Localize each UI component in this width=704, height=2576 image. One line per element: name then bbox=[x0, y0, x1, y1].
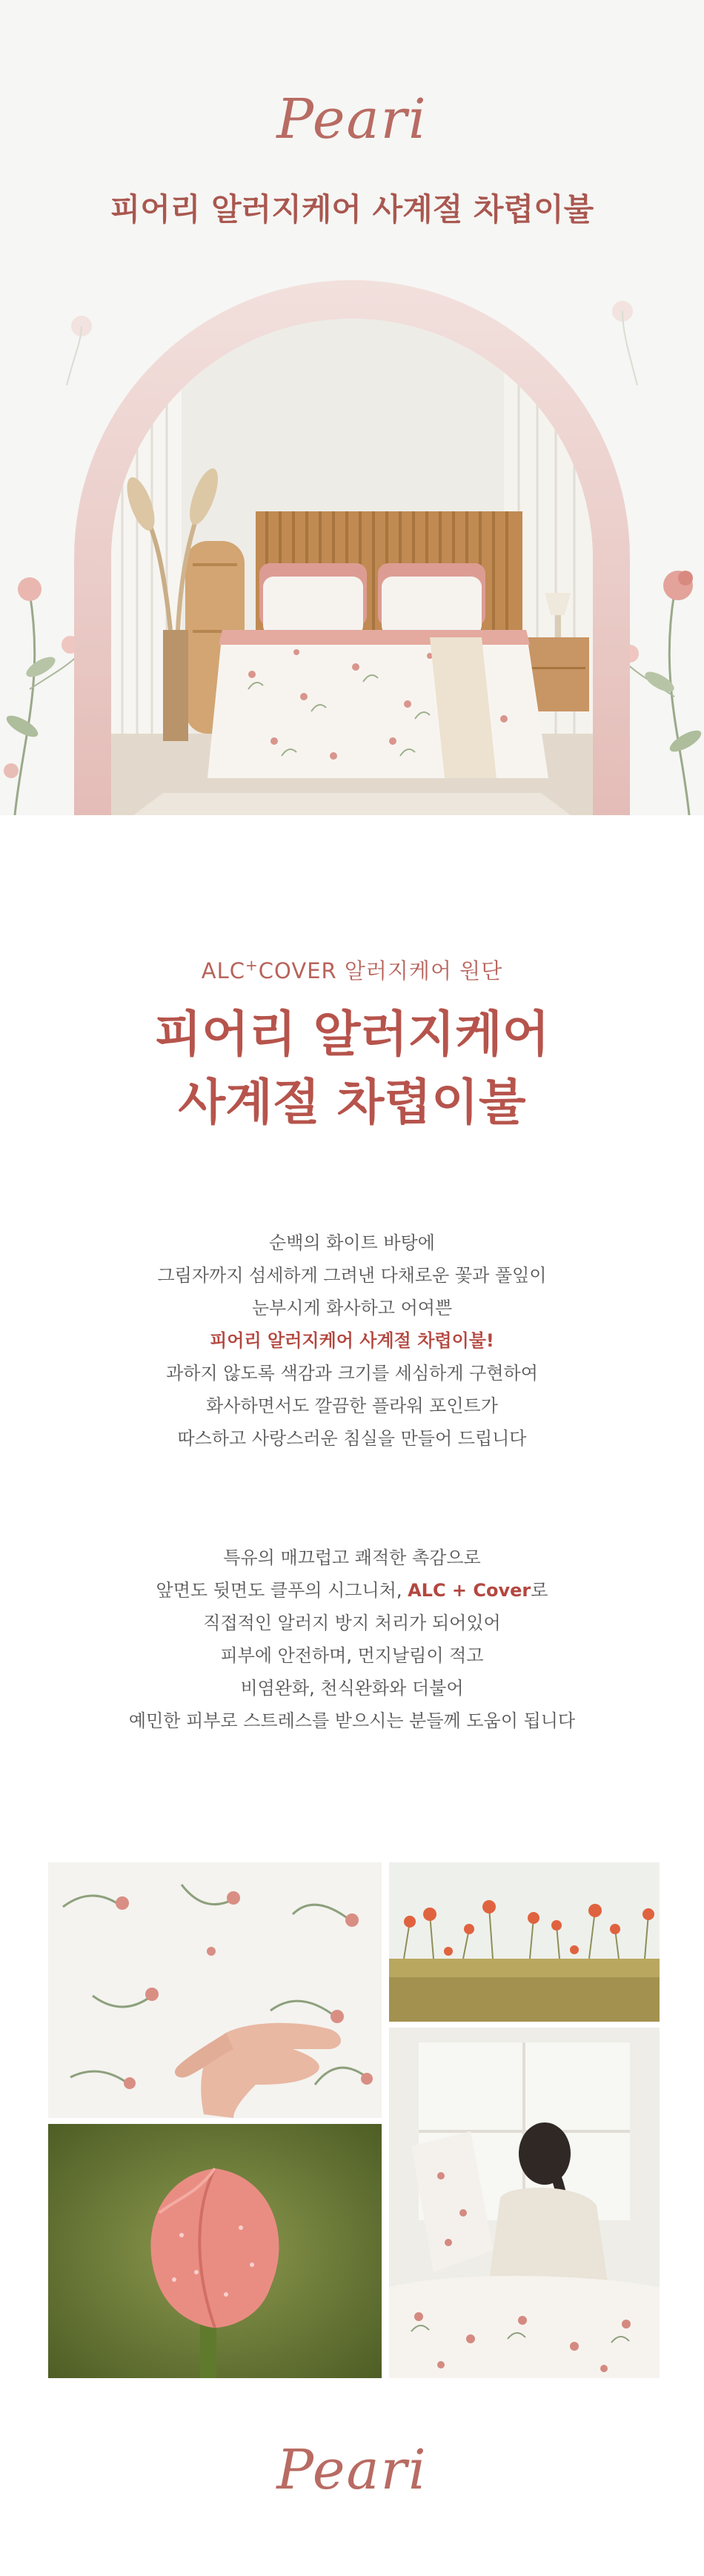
description-1-highlight: 피어리 알러지케어 사계절 차렵이불! bbox=[210, 1330, 494, 1351]
description-2-line-3: 직접적인 알러지 방지 처리가 되어있어 bbox=[203, 1613, 501, 1633]
hero-title bbox=[0, 185, 704, 230]
hero-title-brand: 피어리 bbox=[110, 191, 201, 228]
poppy-field-illustration bbox=[389, 1862, 660, 2022]
fabric-subtitle-sup: + bbox=[245, 956, 259, 975]
description-1-line-1: 순백의 화이트 바탕에 bbox=[269, 1232, 435, 1253]
tulip-photo bbox=[48, 2124, 382, 2378]
tulip-illustration bbox=[48, 2124, 382, 2378]
woman-in-bed-illustration bbox=[389, 2028, 660, 2378]
hero-section bbox=[0, 0, 704, 815]
description-block-2 bbox=[0, 1541, 704, 1737]
product-main-title bbox=[0, 1000, 704, 1137]
description-1-line-6: 화사하면서도 깔끔한 플라워 포인트가 bbox=[206, 1395, 498, 1416]
bedroom-photo bbox=[111, 319, 593, 815]
product-main-title-product: 차렵이불 bbox=[336, 1074, 526, 1131]
fabric-hand-photo bbox=[48, 1862, 382, 2118]
description-block-1 bbox=[0, 1226, 704, 1455]
description-2-line-5: 비염완화, 천식완화와 더불어 bbox=[240, 1678, 464, 1699]
product-main-title-brand: 피어리 bbox=[154, 1006, 296, 1063]
description-1-line-2: 그림자까지 섬세하게 그려낸 다채로운 꽃과 풀잎이 bbox=[157, 1265, 547, 1286]
product-main-title-rest: 알러지케어 bbox=[296, 1006, 550, 1063]
description-1-line-5: 과하지 않도록 색감과 크기를 세심하게 구현하여 bbox=[166, 1363, 538, 1384]
hero-title-product: 차렵이불 bbox=[462, 191, 594, 228]
product-main-title-line1 bbox=[154, 1006, 549, 1063]
hero-title-allergy: 알러지케어 bbox=[200, 191, 373, 228]
description-2-line-2 bbox=[0, 1574, 704, 1607]
brand-logo: Peari bbox=[276, 87, 428, 151]
description-1-line-3: 눈부시게 화사하고 어여쁜 bbox=[251, 1298, 453, 1318]
footer-brand-logo: Peari bbox=[276, 2438, 428, 2502]
fabric-subtitle-suffix: COVER 알러지케어 원단 bbox=[258, 958, 503, 983]
product-main-title-season: 사계절 bbox=[178, 1074, 337, 1131]
description-2-line-2-end: 로 bbox=[531, 1580, 548, 1601]
product-main-title-line2 bbox=[178, 1074, 525, 1131]
hero-title-season: 사계절 bbox=[372, 191, 463, 228]
description-2-line-2-start: 앞면도 뒷면도 클푸의 시그니처, bbox=[156, 1580, 408, 1601]
floral-fabric-illustration bbox=[48, 1862, 382, 2118]
bedroom-illustration bbox=[111, 319, 593, 815]
description-2-line-1: 특유의 매끄럽고 쾌적한 촉감으로 bbox=[223, 1547, 481, 1568]
woman-in-bed-photo bbox=[389, 2028, 660, 2378]
alc-cover-highlight: ALC + Cover bbox=[408, 1580, 531, 1601]
description-2-line-6: 예민한 피부로 스트레스를 받으시는 분들께 도움이 됩니다 bbox=[128, 1710, 576, 1731]
fabric-subtitle-prefix: ALC bbox=[201, 958, 246, 983]
poppy-field-photo bbox=[389, 1862, 660, 2022]
fabric-subtitle bbox=[0, 955, 704, 985]
description-2-line-4: 피부에 안전하며, 먼지날림이 적고 bbox=[220, 1645, 484, 1666]
description-1-line-7: 따스하고 사랑스러운 침실을 만들어 드립니다 bbox=[177, 1428, 527, 1449]
